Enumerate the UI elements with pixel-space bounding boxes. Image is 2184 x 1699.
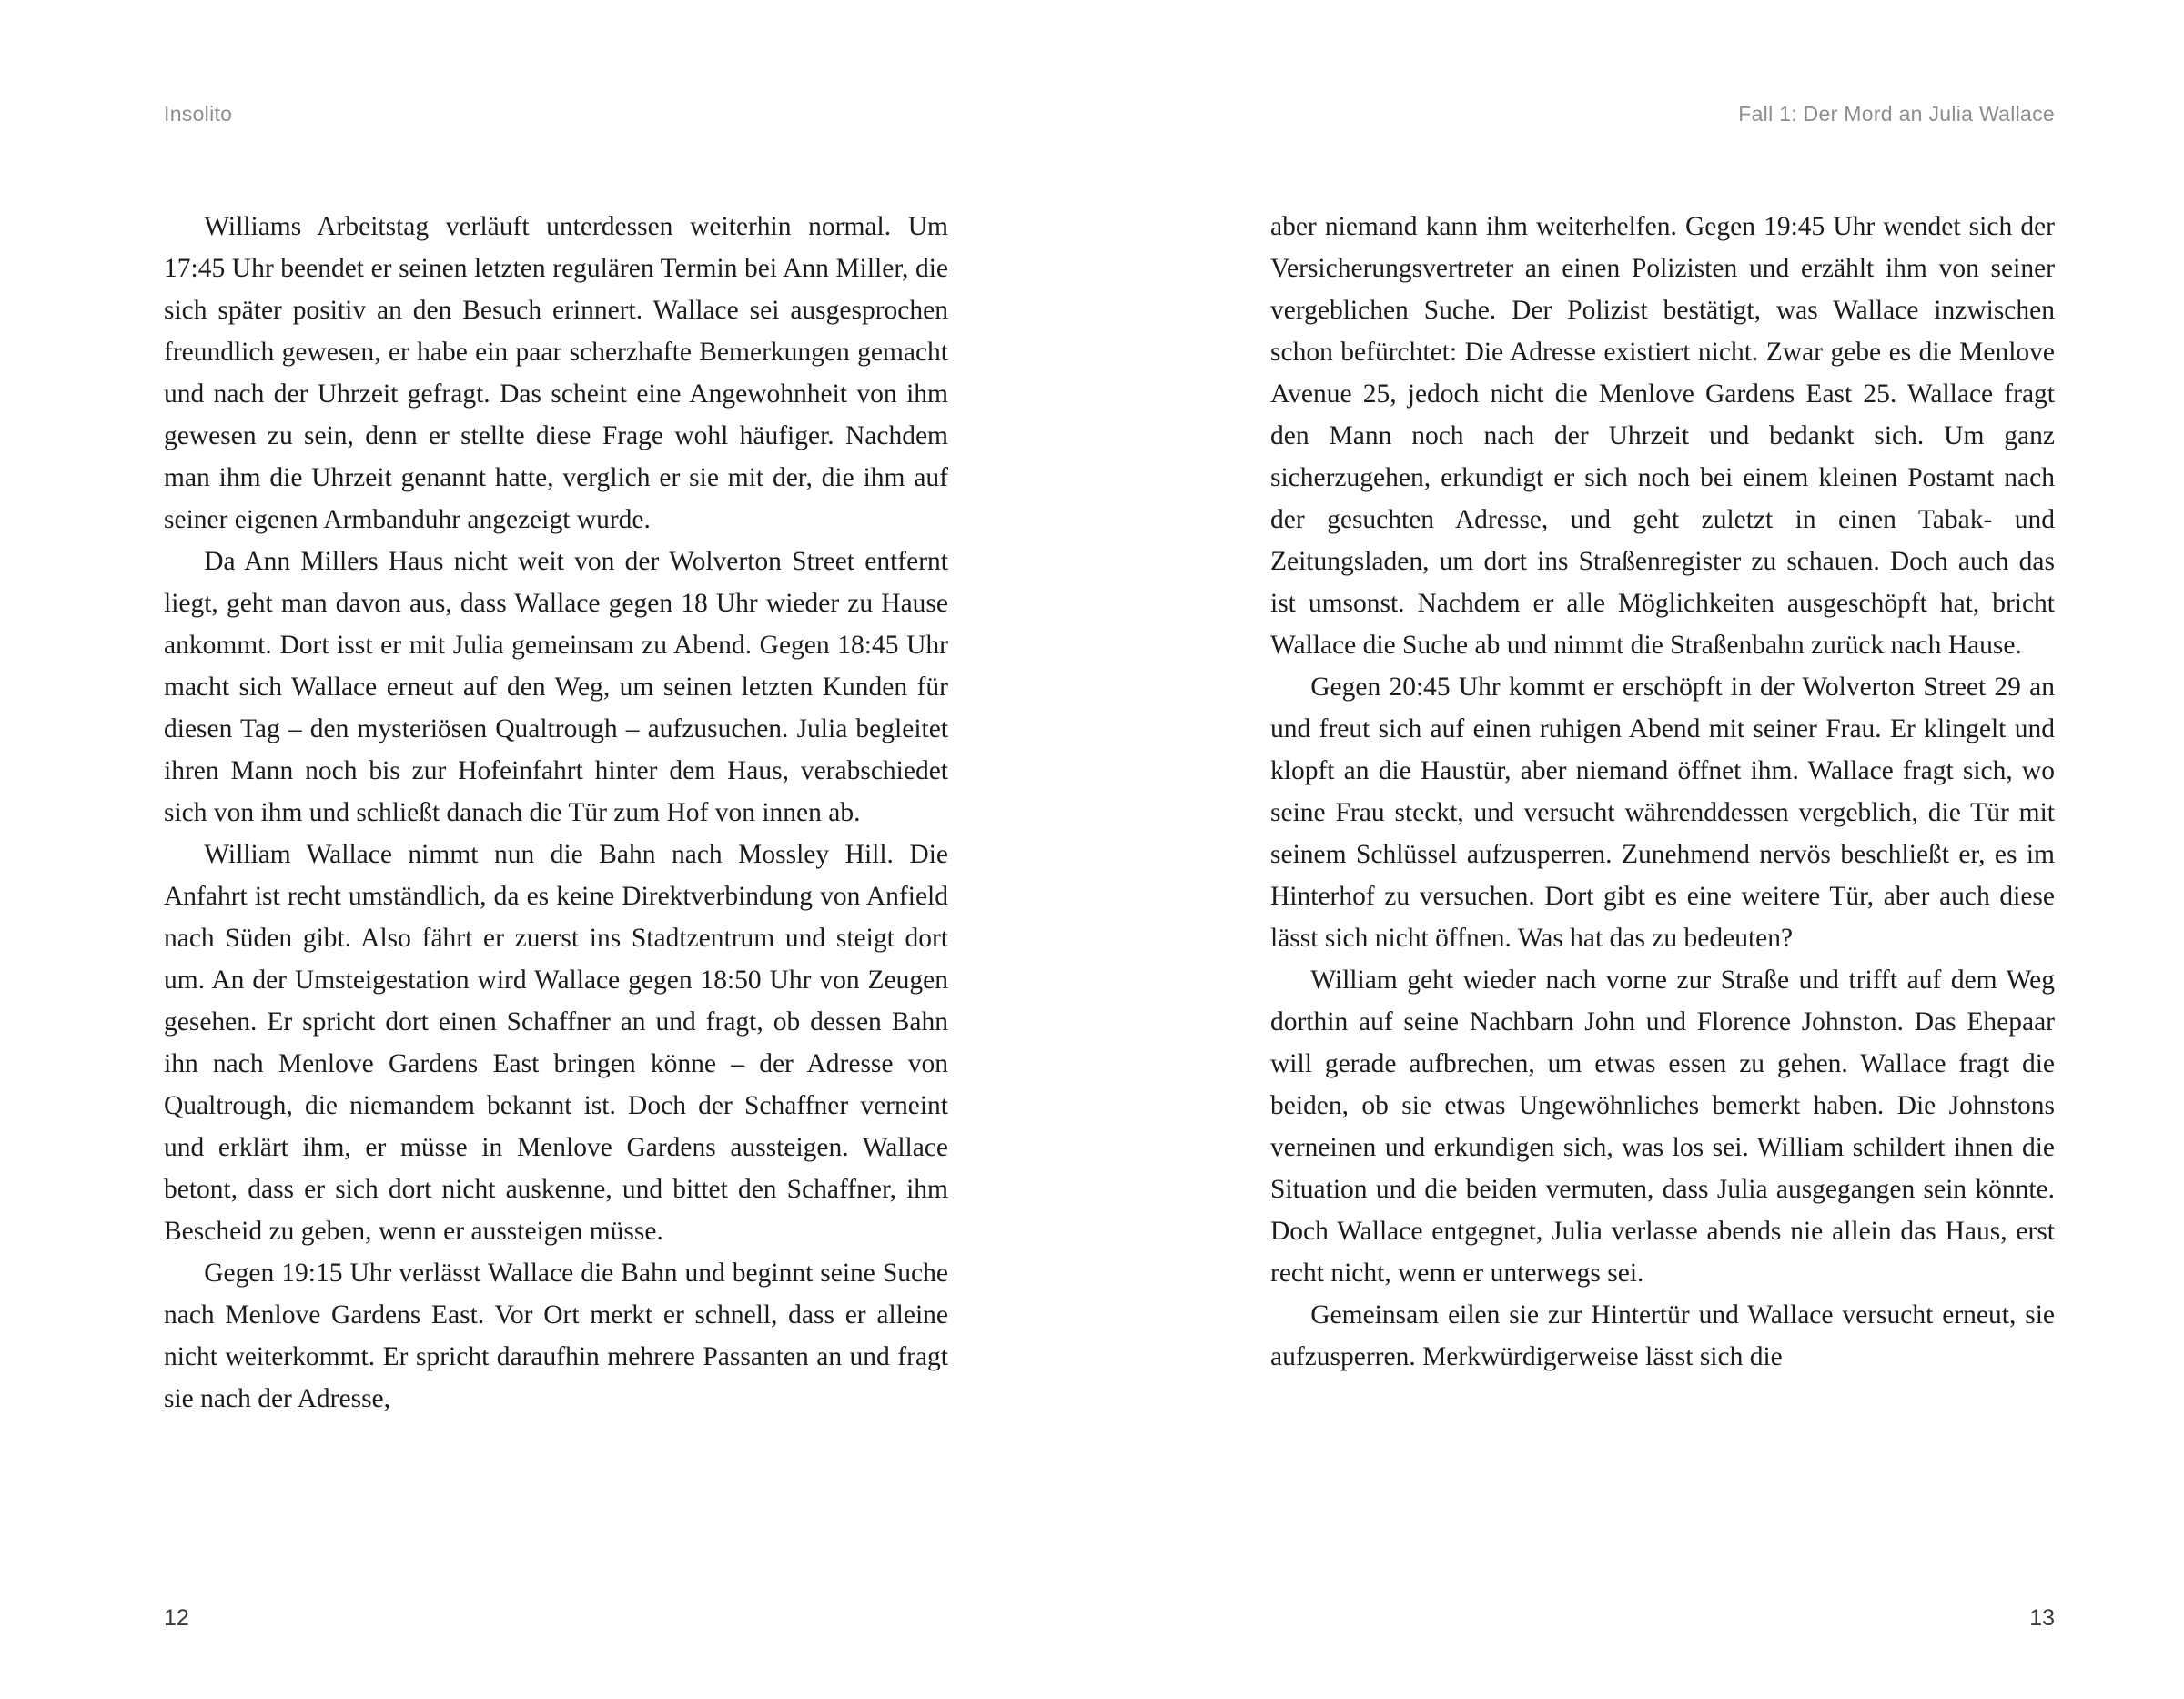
page-left-text-column xyxy=(164,206,948,1420)
page-right-text-column xyxy=(1270,206,2055,1378)
paragraph: aber niemand kann ihm weiterhelfen. Gegen 19:45 Uhr wendet sich der Versicherungsvertreter an einen Polizisten und erzählt ihm von seiner vergeblichen Suche. Der Polizist bestätigt, was Wallace inzwischen schon befürchtet: Die Adresse existiert nicht. Zwar gebe es die Menlove Avenue 25, jedoch nicht die Menlove Gardens East 25. Wallace fragt den Mann noch nach der Uhrzeit und bedankt sich. Um ganz sicherzugehen, erkundigt er sich noch bei einem kleinen Postamt nach der gesuchten Adresse, und geht zuletzt in einen Tabak- und Zeitungsladen, um dort ins Straßenregister zu schauen. Doch auch das ist umsonst. Nachdem er alle Möglichkeiten ausgeschöpft hat, bricht Wallace die Suche ab und nimmt die Straßenbahn zurück nach Hause. xyxy=(1270,212,2055,660)
page-number-left: 12 xyxy=(164,1605,189,1631)
paragraph: Gemeinsam eilen sie zur Hintertür und Wallace versucht erneut, sie aufzusperren. Merkwürdigerweise lässt sich die xyxy=(1270,1300,2055,1371)
paragraph: Williams Arbeitstag verläuft unterdessen weiterhin normal. Um 17:45 Uhr beendet er seinen letzten regulären Termin bei Ann Miller, die sich später positiv an den Besuch erinnert. Wallace sei ausgesprochen freundlich gewesen, er habe ein paar scherzhafte Bemerkungen gemacht und nach der Uhrzeit gefragt. Das scheint eine Angewohnheit von ihm gewesen zu sein, denn er stellte diese Frage wohl häufiger. Nachdem man ihm die Uhrzeit genannt hatte, verglich er sie mit der, die ihm auf seiner eigenen Armbanduhr angezeigt wurde. xyxy=(164,212,948,534)
page-number-right: 13 xyxy=(2029,1605,2055,1631)
paragraph: William Wallace nimmt nun die Bahn nach Mossley Hill. Die Anfahrt ist recht umständlich, da es keine Direktverbindung von Anfield nach Süden gibt. Also fährt er zuerst ins Stadtzentrum und steigt dort um. An der Umsteigestation wird Wallace gegen 18:50 Uhr von Zeugen gesehen. Er spricht dort einen Schaffner an und fragt, ob dessen Bahn ihn nach Menlove Gardens East bringen könne – der Adresse von Qualtrough, die niemandem bekannt ist. Doch der Schaffner verneint und erklärt ihm, er müsse in Menlove Gardens aussteigen. Wallace betont, dass er sich dort nicht auskenne, und bittet den Schaffner, ihm Bescheid zu geben, wenn er aussteigen müsse. xyxy=(164,840,948,1246)
paragraph: Gegen 20:45 Uhr kommt er erschöpft in der Wolverton Street 29 an und freut sich auf einen ruhigen Abend mit seiner Frau. Er klingelt und klopft an die Haustür, aber niemand öffnet ihm. Wallace fragt sich, wo seine Frau steckt, und versucht währenddessen vergeblich, die Tür mit seinem Schlüssel aufzusperren. Zunehmend nervös beschließt er, es im Hinterhof zu versuchen. Dort gibt es eine weitere Tür, aber auch diese lässt sich nicht öffnen. Was hat das zu bedeuten? xyxy=(1270,673,2055,953)
running-header-book-title: Insolito xyxy=(164,102,233,126)
paragraph: Gegen 19:15 Uhr verlässt Wallace die Bahn und beginnt seine Suche nach Menlove Gardens East. Vor Ort merkt er schnell, dass er alleine nicht weiterkommt. Er spricht daraufhin mehrere Passanten an und fragt sie nach der Adresse, xyxy=(164,1259,948,1413)
running-header-chapter-title: Fall 1: Der Mord an Julia Wallace xyxy=(1738,102,2055,126)
paragraph: William geht wieder nach vorne zur Straße und trifft auf dem Weg dorthin auf seine Nachbarn John und Florence Johnston. Das Ehepaar will gerade aufbrechen, um etwas essen zu gehen. Wallace fragt die beiden, ob sie etwas Ungewöhnliches bemerkt haben. Die Johnstons verneinen und erkundigen sich, was los sei. William schildert ihnen die Situation und die beiden vermuten, dass Julia ausgegangen sein könnte. Doch Wallace entgegnet, Julia verlasse abends nie allein das Haus, erst recht nicht, wenn er unterwegs sei. xyxy=(1270,966,2055,1288)
paragraph: Da Ann Millers Haus nicht weit von der Wolverton Street entfernt liegt, geht man davon aus, dass Wallace gegen 18 Uhr wieder zu Hause ankommt. Dort isst er mit Julia gemeinsam zu Abend. Gegen 18:45 Uhr macht sich Wallace erneut auf den Weg, um seinen letzten Kunden für diesen Tag – den mysteriösen Qualtrough – aufzusuchen. Julia begleitet ihren Mann noch bis zur Hofeinfahrt hinter dem Haus, verabschiedet sich von ihm und schließt danach die Tür zum Hof von innen ab. xyxy=(164,547,948,827)
